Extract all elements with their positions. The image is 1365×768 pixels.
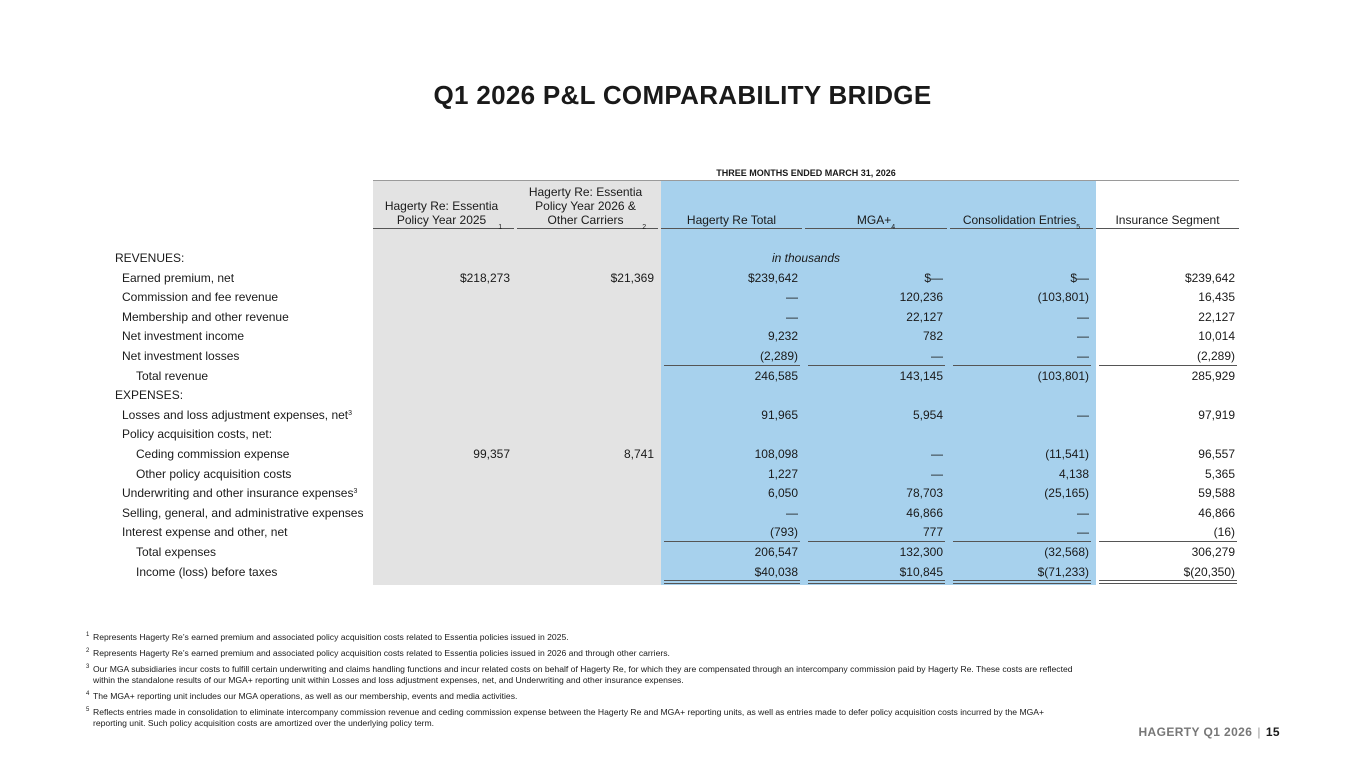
row-label-text: Total revenue bbox=[136, 368, 209, 383]
cell-hagerty-re-total: 206,547 bbox=[754, 545, 798, 559]
table-row bbox=[0, 424, 1365, 444]
cell-mga-plus: — bbox=[931, 447, 943, 461]
footnote-ref: 3 bbox=[348, 409, 353, 417]
row-label-text: Underwriting and other insurance expenses bbox=[122, 486, 354, 501]
footnote-text: The MGA+ reporting unit includes our MGA operations, as well as our membership, events and media activities. bbox=[93, 691, 518, 701]
cell-hagerty-re-total: 108,098 bbox=[754, 447, 798, 461]
row-label bbox=[122, 329, 244, 343]
row-label-text: Ceding commission expense bbox=[136, 447, 290, 461]
footnotes bbox=[86, 632, 1076, 734]
column-header-label: MGA+ bbox=[856, 213, 892, 227]
cell-insurance-segment: 285,929 bbox=[1191, 368, 1235, 383]
cell-py2025: 99,357 bbox=[473, 447, 510, 461]
cell-insurance-segment: 59,588 bbox=[1198, 486, 1235, 501]
subtotal-rule bbox=[664, 583, 800, 584]
cell-insurance-segment: 97,919 bbox=[1198, 407, 1235, 422]
cell-insurance-segment: 46,866 bbox=[1198, 505, 1235, 520]
subtotal-rule bbox=[953, 541, 1091, 542]
cell-hagerty-re-total: $239,642 bbox=[747, 270, 798, 285]
table-row bbox=[0, 385, 1365, 405]
row-label bbox=[136, 447, 289, 461]
cell-hagerty-re-total: 1,227 bbox=[767, 466, 798, 481]
column-header-consolidation-entries: Consolidation Entries 5 bbox=[950, 183, 1093, 229]
table-row bbox=[0, 562, 1365, 582]
footnote-number: 4 bbox=[86, 691, 90, 697]
cell-py2026-other: 8,741 bbox=[623, 447, 654, 461]
table-row bbox=[0, 464, 1365, 484]
cell-consolidation-entries: (103,801) bbox=[1037, 290, 1089, 305]
cell-consolidation-entries: (11,541) bbox=[1045, 447, 1089, 461]
row-label bbox=[122, 486, 357, 500]
footer-period: Q1 2026 bbox=[1203, 725, 1253, 739]
column-header-label: Consolidation Entries bbox=[962, 213, 1077, 227]
table-row bbox=[0, 444, 1365, 464]
column-header-mga-plus: MGA+ 4 bbox=[805, 183, 947, 229]
footnote bbox=[86, 664, 1076, 686]
row-label bbox=[136, 467, 291, 481]
footnote-number: 1 bbox=[86, 632, 90, 638]
cell-mga-plus: 46,866 bbox=[906, 505, 943, 520]
row-label bbox=[136, 545, 216, 559]
row-label bbox=[122, 349, 239, 363]
footer-separator: | bbox=[1257, 725, 1261, 739]
subtotal-rule bbox=[664, 365, 800, 366]
row-label bbox=[122, 427, 272, 441]
cell-py2025: $218,273 bbox=[459, 270, 510, 285]
row-label bbox=[122, 506, 363, 520]
cell-insurance-segment: $239,642 bbox=[1184, 270, 1235, 285]
row-label-text: Net investment losses bbox=[122, 349, 240, 363]
cell-mga-plus: 78,703 bbox=[906, 486, 943, 501]
cell-mga-plus: 132,300 bbox=[899, 545, 943, 559]
cell-hagerty-re-total: 9,232 bbox=[767, 329, 798, 344]
row-label-text: REVENUES: bbox=[115, 251, 185, 265]
footnote bbox=[86, 707, 1076, 729]
cell-mga-plus: 782 bbox=[922, 329, 943, 344]
footnote-ref: 3 bbox=[353, 488, 358, 496]
table-row bbox=[0, 542, 1365, 562]
row-label-text: Selling, general, and administrative expenses bbox=[122, 505, 364, 520]
subtotal-rule bbox=[808, 580, 945, 581]
subtotal-rule bbox=[1099, 580, 1237, 581]
footnote-text: Represents Hagerty Re’s earned premium and associated policy acquisition costs related to Essentia policies issued in 2025. bbox=[93, 632, 569, 642]
cell-insurance-segment: $(20,350) bbox=[1183, 564, 1235, 579]
footnote bbox=[86, 648, 1076, 659]
row-label-text: Earned premium, net bbox=[122, 270, 235, 285]
cell-mga-plus: 777 bbox=[922, 525, 943, 540]
row-label bbox=[136, 565, 277, 579]
cell-insurance-segment: 306,279 bbox=[1191, 545, 1235, 559]
page-title: Q1 2026 P&L COMPARABILITY BRIDGE bbox=[433, 80, 932, 110]
subtotal-rule bbox=[953, 583, 1091, 584]
subtotal-rule bbox=[953, 365, 1091, 366]
row-label bbox=[136, 369, 208, 383]
row-label-text: Membership and other revenue bbox=[122, 309, 289, 324]
cell-consolidation-entries: (103,801) bbox=[1037, 368, 1089, 383]
cell-mga-plus: $— bbox=[924, 270, 943, 285]
cell-insurance-segment: 10,014 bbox=[1198, 329, 1235, 344]
cell-py2026-other: $21,369 bbox=[610, 270, 654, 285]
cell-consolidation-entries: — bbox=[1077, 349, 1089, 363]
table-row bbox=[0, 503, 1365, 523]
subtotal-rule bbox=[1099, 365, 1237, 366]
cell-consolidation-entries: — bbox=[1077, 505, 1089, 520]
table-row bbox=[0, 307, 1365, 327]
column-header-py2026-other: Hagerty Re: Essentia Policy Year 2026 & Other Carriers 2 bbox=[517, 183, 658, 229]
cell-mga-plus: — bbox=[931, 466, 943, 481]
table-row bbox=[0, 287, 1365, 307]
cell-consolidation-entries: 4,138 bbox=[1058, 466, 1089, 481]
cell-insurance-segment: 96,557 bbox=[1198, 447, 1235, 461]
row-label-text: Net investment income bbox=[122, 329, 245, 344]
subtotal-rule bbox=[808, 541, 945, 542]
cell-hagerty-re-total: (2,289) bbox=[759, 349, 798, 363]
cell-hagerty-re-total: (793) bbox=[769, 525, 798, 540]
footnote bbox=[86, 691, 1076, 702]
page-footer bbox=[1138, 725, 1280, 739]
row-label-text: Interest expense and other, net bbox=[122, 525, 288, 540]
row-label-text: Income (loss) before taxes bbox=[136, 564, 278, 579]
table-row bbox=[0, 405, 1365, 425]
cell-insurance-segment: 22,127 bbox=[1198, 309, 1235, 324]
header-rule bbox=[373, 180, 1239, 181]
row-label bbox=[122, 310, 289, 324]
cell-hagerty-re-total: — bbox=[786, 309, 798, 324]
table-row bbox=[0, 366, 1365, 386]
cell-mga-plus: — bbox=[931, 349, 943, 363]
cell-mga-plus: $10,845 bbox=[899, 564, 943, 579]
cell-hagerty-re-total: 246,585 bbox=[754, 368, 798, 383]
cell-insurance-segment: (2,289) bbox=[1196, 349, 1235, 363]
cell-insurance-segment: (16) bbox=[1213, 525, 1235, 540]
row-label-text: Commission and fee revenue bbox=[122, 290, 279, 305]
units-note: in thousands bbox=[771, 251, 841, 265]
subtotal-rule bbox=[808, 583, 945, 584]
cell-insurance-segment: 5,365 bbox=[1204, 466, 1235, 481]
table-row bbox=[0, 522, 1365, 542]
row-label bbox=[122, 408, 352, 422]
row-label bbox=[122, 525, 287, 539]
subtotal-rule bbox=[1099, 583, 1237, 584]
cell-consolidation-entries: — bbox=[1077, 329, 1089, 344]
cell-hagerty-re-total: — bbox=[786, 290, 798, 305]
cell-hagerty-re-total: 6,050 bbox=[767, 486, 798, 501]
page-number: 15 bbox=[1265, 725, 1280, 739]
subtotal-rule bbox=[808, 365, 945, 366]
cell-consolidation-entries: (32,568) bbox=[1044, 545, 1089, 559]
cell-hagerty-re-total: $40,038 bbox=[754, 564, 798, 579]
cell-consolidation-entries: $— bbox=[1070, 270, 1089, 285]
table-row bbox=[0, 346, 1365, 366]
table-row bbox=[0, 248, 1365, 268]
table-row bbox=[0, 326, 1365, 346]
subtotal-rule bbox=[953, 580, 1091, 581]
period-header: THREE MONTHS ENDED MARCH 31, 2026 bbox=[716, 168, 896, 178]
row-label-text: Losses and loss adjustment expenses, net bbox=[122, 407, 349, 422]
cell-consolidation-entries: — bbox=[1077, 309, 1089, 324]
footer-brand: HAGERTY bbox=[1138, 725, 1200, 739]
cell-mga-plus: 143,145 bbox=[899, 368, 943, 383]
cell-consolidation-entries: — bbox=[1077, 407, 1089, 422]
footnote-number: 2 bbox=[86, 648, 90, 654]
column-header-label: Hagerty Re: Essentia Policy Year 2025 bbox=[384, 199, 499, 227]
footnote-text: Represents Hagerty Re’s earned premium and associated policy acquisition costs related to Essentia policies issued in 2026 and through other carriers. bbox=[93, 648, 670, 658]
column-header-label: Hagerty Re Total bbox=[686, 213, 777, 227]
column-header-label: Insurance Segment bbox=[1115, 213, 1220, 227]
row-label-text: EXPENSES: bbox=[115, 388, 184, 403]
table-row bbox=[0, 483, 1365, 503]
footnote-number: 5 bbox=[86, 707, 90, 713]
footnote-text: Reflects entries made in consolidation to eliminate intercompany commission revenue and ceding commission expense between the Hagerty Re and MGA+ reporting units, as well as entries made to defer policy acquisition costs incurred by the MGA+ reporting unit. Such policy acquisition costs are amortized over the underlying policy term. bbox=[93, 707, 1045, 728]
row-label-text: Other policy acquisition costs bbox=[136, 466, 292, 481]
footnote-text: Our MGA subsidiaries incur costs to fulfill certain underwriting and claims handling functions and incur related costs on behalf of Hagerty Re, for which they are compensated through an intercompany commission paid by Hagerty Re. These costs are reflected within the standalone results of our MGA+ reporting unit within Losses and loss adjustment expenses, net, and Underwriting and other insurance expenses. bbox=[93, 664, 1073, 685]
row-label bbox=[115, 251, 184, 265]
cell-hagerty-re-total: 91,965 bbox=[761, 407, 798, 422]
cell-mga-plus: 5,954 bbox=[912, 407, 943, 422]
cell-consolidation-entries: — bbox=[1077, 525, 1089, 540]
row-label-text: Total expenses bbox=[136, 545, 217, 559]
table-row bbox=[0, 268, 1365, 288]
subtotal-rule bbox=[1099, 541, 1237, 542]
row-label bbox=[115, 388, 183, 402]
row-label bbox=[122, 290, 278, 304]
column-header-insurance-segment bbox=[1096, 183, 1239, 229]
subtotal-rule bbox=[664, 541, 800, 542]
row-label-text: Policy acquisition costs, net: bbox=[122, 427, 273, 442]
row-label bbox=[122, 271, 234, 285]
cell-mga-plus: 120,236 bbox=[899, 290, 943, 305]
footnote bbox=[86, 632, 1076, 643]
cell-mga-plus: 22,127 bbox=[906, 309, 943, 324]
subtotal-rule bbox=[664, 580, 800, 581]
cell-hagerty-re-total: — bbox=[786, 505, 798, 520]
cell-consolidation-entries: $(71,233) bbox=[1037, 564, 1089, 579]
cell-consolidation-entries: (25,165) bbox=[1044, 486, 1089, 501]
footnote-number: 3 bbox=[86, 664, 90, 670]
column-header-label: Hagerty Re: Essentia Policy Year 2026 & Other Carriers bbox=[528, 185, 643, 227]
cell-insurance-segment: 16,435 bbox=[1198, 290, 1235, 305]
column-header-py2025: Hagerty Re: Essentia Policy Year 2025 1 bbox=[373, 183, 514, 229]
column-header-hagerty-re-total bbox=[661, 183, 802, 229]
